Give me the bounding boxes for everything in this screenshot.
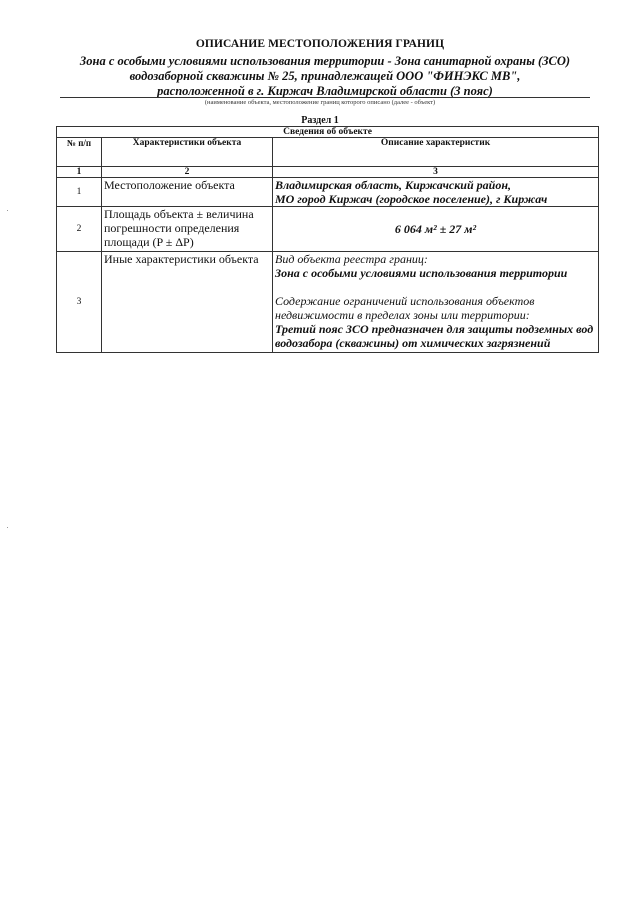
subtitle-line-1: Зона с особыми условиями использования территории - Зона санитарной охраны (ЗСО) [79,54,571,68]
column-header-row [57,138,599,167]
subtitle-line-2: водозаборной скважины № 25, принадлежащей ООО "ФИНЭКС МВ", [129,69,521,83]
subtitle-note: (наименование объекта, местоположение границ которого описано (далее - объект) [204,99,436,106]
location-line-1: Владимирская область, Киржачский район, [275,178,511,192]
object-type-label: Вид объекта реестра границ: [275,252,428,266]
margin-mark [7,527,8,528]
object-type-value: Зона с особыми условиями использования территории [275,266,568,280]
section-title: Раздел 1 [301,115,339,126]
column-number-2: 2 [102,167,273,178]
column-header-characteristic: Характеристики объекта [102,138,273,167]
row-characteristic: Площадь объекта ± величина погрешности определения площади (P ± ΔP) [102,207,273,252]
restrictions-label: Содержание ограничений использования объектов недвижимости в пределах зоны или территории: [275,294,535,322]
table-title-row [57,127,599,138]
document-subtitle [60,54,590,99]
subtitle-line-3: расположенной в г. Киржач Владимирской области (3 пояс) [157,84,493,98]
table-row [57,178,599,207]
column-header-description: Описание характеристик [273,138,599,167]
restrictions-value: Третий пояс ЗСО предназначен для защиты подземных вод водозабора (скважины) от химических загрязнений [275,322,594,350]
row-description [273,178,599,207]
table-title: Сведения об объекте [57,127,599,138]
table-row [57,252,599,353]
column-number-row [57,167,599,178]
table-row [57,207,599,252]
document-title: ОПИСАНИЕ МЕСТОПОЛОЖЕНИЯ ГРАНИЦ [195,38,445,50]
margin-mark [7,210,8,211]
column-number-1: 1 [57,167,102,178]
row-characteristic: Иные характеристики объекта [102,252,273,353]
row-number: 2 [57,207,102,252]
column-header-num: № п/п [57,138,102,167]
row-number: 3 [57,252,102,353]
row-characteristic: Местоположение объекта [102,178,273,207]
column-number-3: 3 [273,167,599,178]
row-description [273,252,599,353]
location-line-2: МО город Киржач (городское поселение), г Киржач [275,192,548,206]
row-description: 6 064 м² ± 27 м² [273,207,599,252]
subtitle-underline [60,97,590,98]
row-number: 1 [57,178,102,207]
object-info-table [56,126,599,353]
